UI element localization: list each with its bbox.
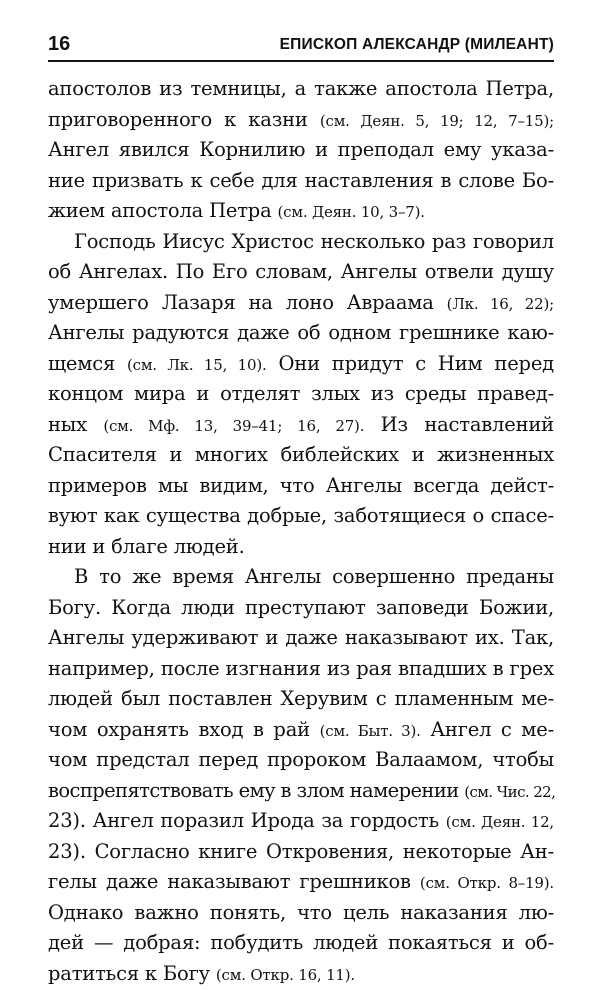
- text-line: 23). Согласно книге Откровения, некоторые Ан-: [48, 839, 554, 863]
- text-line: концом мира и отделят злых из среды правед-: [48, 382, 554, 405]
- text-line: Господь Иисус Христос несколько раз говорил: [74, 229, 554, 253]
- text-line: чом охранять вход в рай (см. Быт. 3). Ангел с ме-: [48, 717, 554, 741]
- text-line: дей — добрая: побудить людей покаяться и об-: [48, 931, 554, 954]
- scripture-reference: (Лк. 16, 22);: [446, 294, 554, 313]
- scripture-reference: (см. Быт. 3).: [319, 721, 421, 740]
- text-line: ние призвать к себе для наставления в слове Бо-: [48, 168, 554, 192]
- text-line: щемся (см. Лк. 15, 10). Они придут с Ним перед: [48, 351, 554, 375]
- scripture-reference: (см. Мф. 13, 39–41; 16, 27).: [103, 416, 365, 435]
- text-line: гелы даже наказывают грешников (см. Откр. 8–19).: [48, 870, 554, 893]
- scripture-reference: (см. Лк. 15, 10).: [126, 355, 267, 374]
- text-line: Богу. Когда люди преступают заповеди Божии,: [48, 595, 554, 619]
- running-title: ЕПИСКОП АЛЕКСАНДР (МИЛЕАНТ): [279, 36, 554, 53]
- scripture-reference: (см. Деян. 10, 3–7).: [277, 203, 425, 221]
- text-line: чом предстал перед пророком Валаамом, чтобы: [48, 748, 554, 771]
- text-line: 23). Ангел поразил Ирода за гордость (см. Деян. 12,: [48, 809, 554, 832]
- text-line: приговоренного к казни (см. Деян. 5, 19; 12, 7–15);: [48, 107, 554, 131]
- text-line: ратиться к Богу (см. Откр. 16, 11).: [48, 961, 355, 985]
- header-rule: [48, 60, 554, 62]
- text-line: Ангелы удерживают и даже наказывают их. Так,: [48, 626, 554, 649]
- text-line: Спасителя и многих библейских и жизненных: [48, 443, 554, 466]
- text-line: ных (см. Мф. 13, 39–41; 16, 27). Из наставлений: [48, 412, 554, 436]
- text-line: умершего Лазаря на лоно Авраама (Лк. 16, 22);: [48, 290, 554, 314]
- text-line: например, после изгнания из рая впадших в грех: [48, 656, 554, 680]
- scripture-reference: (см. Чис. 22,: [464, 782, 556, 801]
- text-line: Ангел явился Корнилию и преподал ему указа-: [48, 138, 554, 161]
- text-line: вуют как существа добрые, заботящиеся о спасе-: [48, 504, 554, 527]
- text-line: нии и благе людей.: [48, 534, 245, 558]
- text-line: людей был поставлен Херувим с пламенным ме-: [48, 687, 554, 710]
- text-line: Однако важно понять, что цель наказания лю-: [48, 900, 554, 924]
- text-line: В то же время Ангелы совершенно преданы: [74, 565, 554, 588]
- scripture-reference: (см. Откр. 8–19).: [419, 874, 554, 892]
- scripture-reference: (см. Деян. 5, 19; 12, 7–15);: [319, 111, 554, 130]
- scripture-reference: (см. Откр. 16, 11).: [215, 965, 355, 984]
- text-line: апостолов из темницы, а также апостола Петра,: [48, 77, 554, 100]
- text-line: примеров мы видим, что Ангелы всегда дейст-: [48, 473, 554, 497]
- page-header: [48, 32, 554, 60]
- text-line: жием апостола Петра (см. Деян. 10, 3–7).: [48, 199, 425, 222]
- text-line: об Ангелах. По Его словам, Ангелы отвели душу: [48, 260, 554, 283]
- page-number: 16: [48, 33, 71, 55]
- body-text: [48, 74, 554, 989]
- scripture-reference: (см. Деян. 12,: [445, 813, 554, 831]
- text-line: Ангелы радуются даже об одном грешнике каю-: [48, 321, 554, 344]
- text-line: воспрепятствовать ему в злом намерении (см. Чис. 22,: [48, 778, 556, 802]
